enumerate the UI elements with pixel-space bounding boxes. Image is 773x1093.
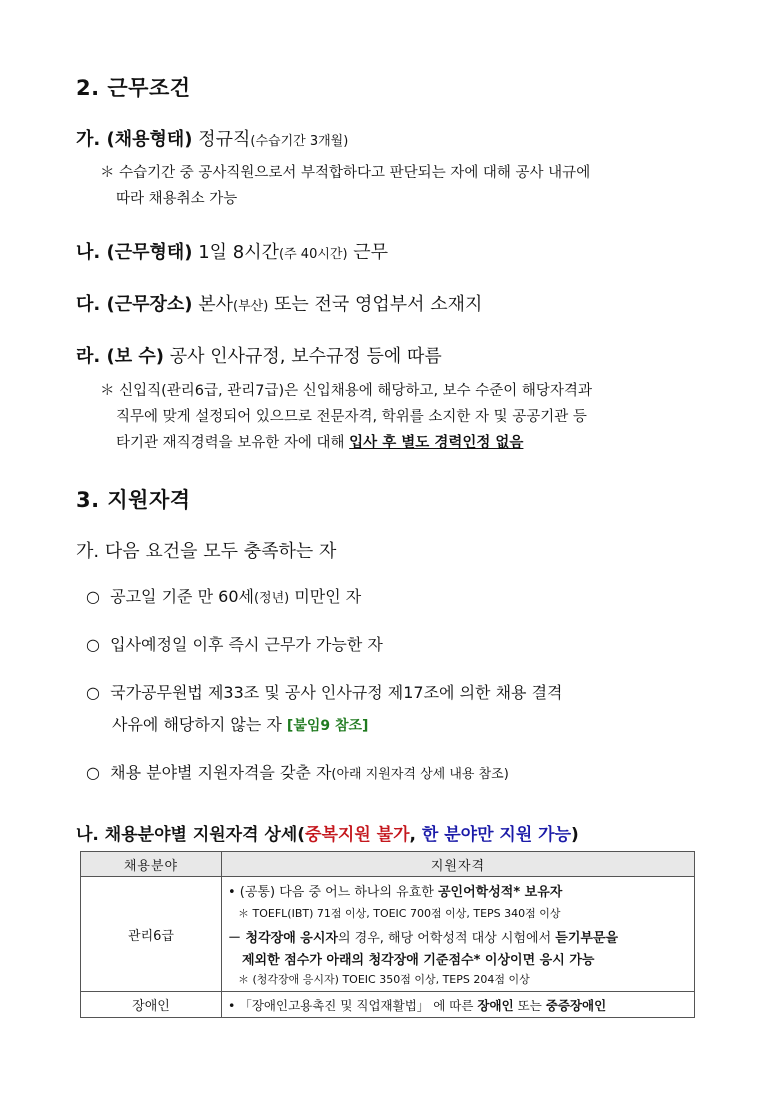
sec3-ga: 가. 다음 요건을 모두 충족하는 자 <box>76 541 337 562</box>
no-career-recognition: 입사 후 별도 경력인정 없음 <box>349 435 524 451</box>
qualification-table <box>80 851 695 1018</box>
table-row <box>81 877 695 992</box>
list-item: ○ 입사예정일 이후 즉시 근무가 가능한 자 <box>86 635 383 654</box>
qualification-cell: • 「장애인고용촉진 및 직업재활법」 에 따른 장애인 또는 중증장애인 <box>222 992 695 1018</box>
ra-salary: 라. (보 수) 공사 인사규정, 보수규정 등에 따름 <box>76 346 442 367</box>
list-item: ○ 공고일 기준 만 60세(정년) 미만인 자 <box>86 587 362 606</box>
qualification-cell: • (공통) 다음 중 어느 하나의 유효한 공인어학성적* 보유자 ＊ TOEFL(IBT) 71점 이상, TOEIC 700점 이상, TEPS 340점 이상 － 청각장애 응시자의 경우, 해당 어학성적 대상 시험에서 듣기부문을 제외한 점수가 아래의 청각장애 기준점수* 이상이면 응시 가능 ＊ (청각장애 응시자) TOEIC 350점 이상, TEPS 204점 이상 <box>222 877 695 992</box>
na-work-type: 나. (근무형태) 1일 8시간(주 40시간) 근무 <box>76 242 389 263</box>
field-cell: 장애인 <box>81 992 222 1018</box>
list-item: ○ 채용 분야별 지원자격을 갖춘 자(아래 지원자격 상세 내용 참조) <box>86 763 509 782</box>
sec3-na: 나. 채용분야별 지원자격 상세(중복지원 불가, 한 분야만 지원 가능) <box>76 825 579 845</box>
list-item: ○ 국가공무원법 제33조 및 공사 인사규정 제17조에 의한 채용 결격 <box>86 683 563 702</box>
header-field: 채용분야 <box>81 852 222 877</box>
section-2-title: 2. 근무조건 <box>76 76 191 100</box>
attachment-ref: [붙임9 참조] <box>286 718 369 734</box>
ga-note: ＊ 수습기간 중 공사직원으로서 부적합하다고 판단되는 자에 대해 공사 내규에 따라 채용취소 가능 <box>100 165 591 207</box>
da-work-place: 다. (근무장소) 본사(부산) 또는 전국 영업부서 소재지 <box>76 294 483 315</box>
ra-note: ＊ 신입직(관리6급, 관리7급)은 신입채용에 해당하고, 보수 수준이 해당자격과 직무에 맞게 설정되어 있으므로 전문자격, 학위를 소지한 자 및 공공기관 등 타기관 재직경력을 보유한 자에 대해 입사 후 별도 경력인정 없음 <box>100 383 592 451</box>
ga-employment-type: 가. (채용형태) 정규직(수습기간 3개월) <box>76 129 349 150</box>
list-item-cont: 사유에 해당하지 않는 자 [붙임9 참조] <box>112 715 369 734</box>
header-qualification: 지원자격 <box>222 852 695 877</box>
field-cell: 관리6급 <box>81 877 222 992</box>
section-3-title: 3. 지원자격 <box>76 488 191 512</box>
table-row <box>81 992 695 1018</box>
